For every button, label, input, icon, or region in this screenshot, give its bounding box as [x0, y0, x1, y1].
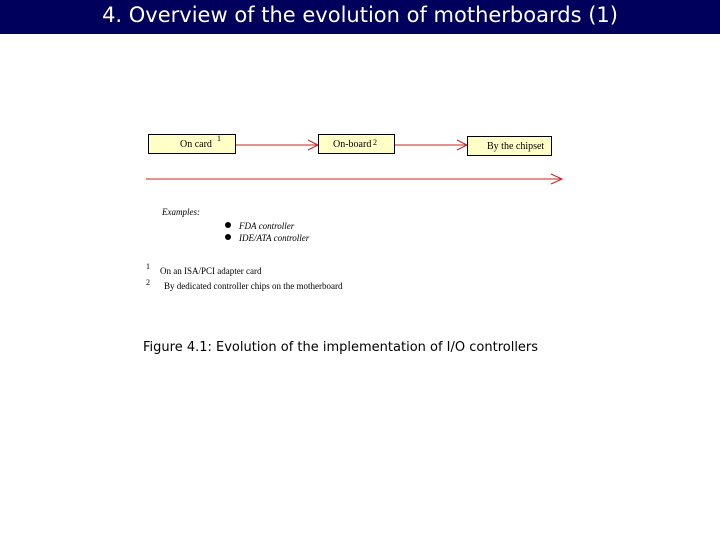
stage-on-board-label: On-board — [333, 139, 372, 150]
stage-chipset-box — [467, 136, 552, 156]
bullet-icon — [225, 222, 231, 228]
example-item-fda: FDA controller — [239, 221, 295, 231]
footnote-2-text: By dedicated controller chips on the motherboard — [164, 281, 343, 291]
examples-label: Examples: — [162, 207, 200, 217]
footnote-2-marker: 2 — [146, 278, 150, 287]
stage-chipset-label: By the chipset — [487, 141, 545, 152]
footnote-1-marker: 1 — [146, 262, 150, 271]
footnote-1-text: On an ISA/PCI adapter card — [160, 266, 262, 276]
stage-on-board-box — [318, 134, 395, 154]
slide-title: 4. Overview of the evolution of motherboards (1) — [102, 3, 618, 27]
stage-on-board-note: 2 — [373, 138, 377, 147]
stage-on-card-label: On card — [180, 139, 212, 150]
stage-on-card-box — [148, 134, 236, 154]
example-item-ide: IDE/ATA controller — [239, 233, 310, 243]
bullet-icon — [225, 234, 231, 240]
figure-caption: Figure 4.1: Evolution of the implementation of I/O controllers — [143, 340, 539, 355]
stage-on-card-note: 1 — [217, 134, 221, 143]
